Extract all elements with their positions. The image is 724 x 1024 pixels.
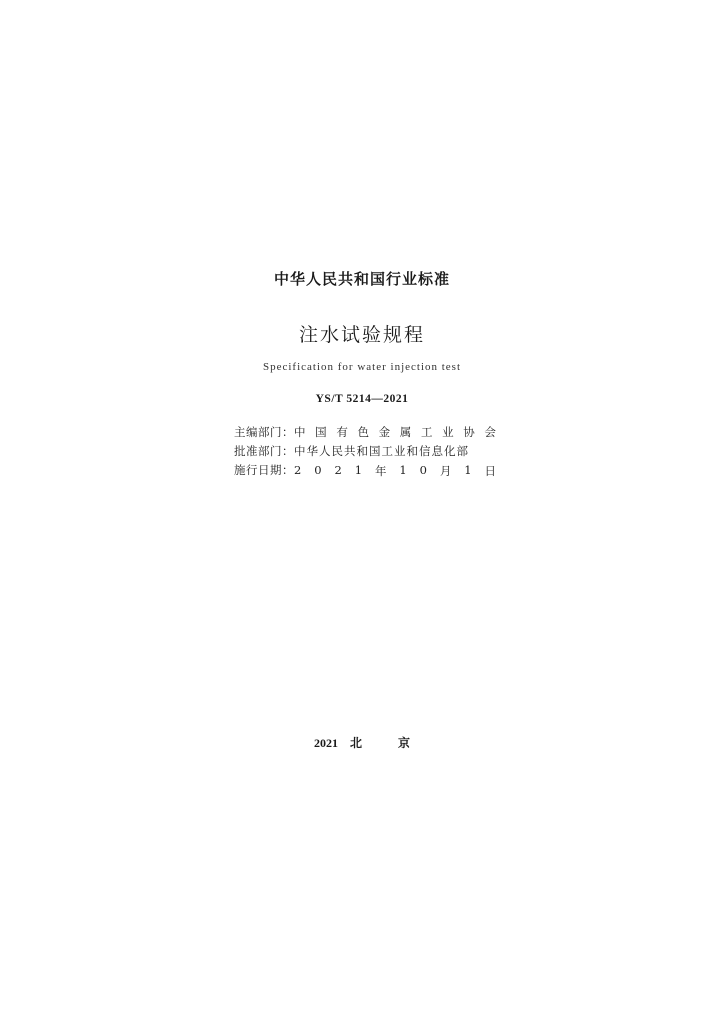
publication-city-char: 京	[398, 736, 411, 750]
publication-info	[234, 424, 496, 481]
date-char: 2	[334, 463, 342, 477]
editor-char: 国	[315, 425, 327, 439]
effective-date-label: 施行日期：	[234, 463, 294, 477]
standard-code: YS/T 5214—2021	[315, 393, 409, 405]
publication-footer	[0, 734, 724, 751]
date-char: 0	[419, 463, 427, 477]
editor-char: 工	[420, 425, 433, 439]
effective-date-row	[234, 462, 496, 481]
date-char: 1	[399, 463, 407, 477]
editor-char: 协	[463, 425, 475, 439]
editor-row	[234, 424, 496, 443]
approver-value: 中华人民共和国工业和信息化部	[294, 444, 469, 458]
approver-label: 批准部门：	[234, 444, 294, 458]
publication-city-char: 北	[349, 736, 362, 750]
date-char: 年	[374, 464, 387, 478]
editor-char: 有	[336, 425, 348, 439]
date-char: 日	[484, 464, 496, 478]
date-char: 1	[464, 463, 472, 477]
date-char: 月	[439, 464, 452, 478]
date-char: 0	[314, 463, 322, 477]
date-char: 2	[294, 463, 302, 477]
approver-row	[234, 443, 496, 462]
editor-char: 业	[442, 425, 454, 439]
document-title-chinese: 注水试验规程	[298, 324, 425, 346]
editor-char: 会	[484, 425, 496, 439]
effective-date-value	[294, 463, 496, 479]
standard-type-heading: 中华人民共和国行业标准	[273, 270, 450, 288]
editor-char: 中	[294, 425, 306, 439]
document-title-english: Specification for water injection test	[262, 361, 462, 373]
editor-value	[294, 424, 496, 440]
editor-char: 金	[378, 425, 391, 439]
publication-year: 2021	[313, 736, 338, 750]
editor-char: 属	[399, 425, 412, 439]
editor-label: 主编部门：	[234, 425, 294, 439]
editor-char: 色	[357, 425, 369, 439]
date-char: 1	[354, 463, 363, 477]
